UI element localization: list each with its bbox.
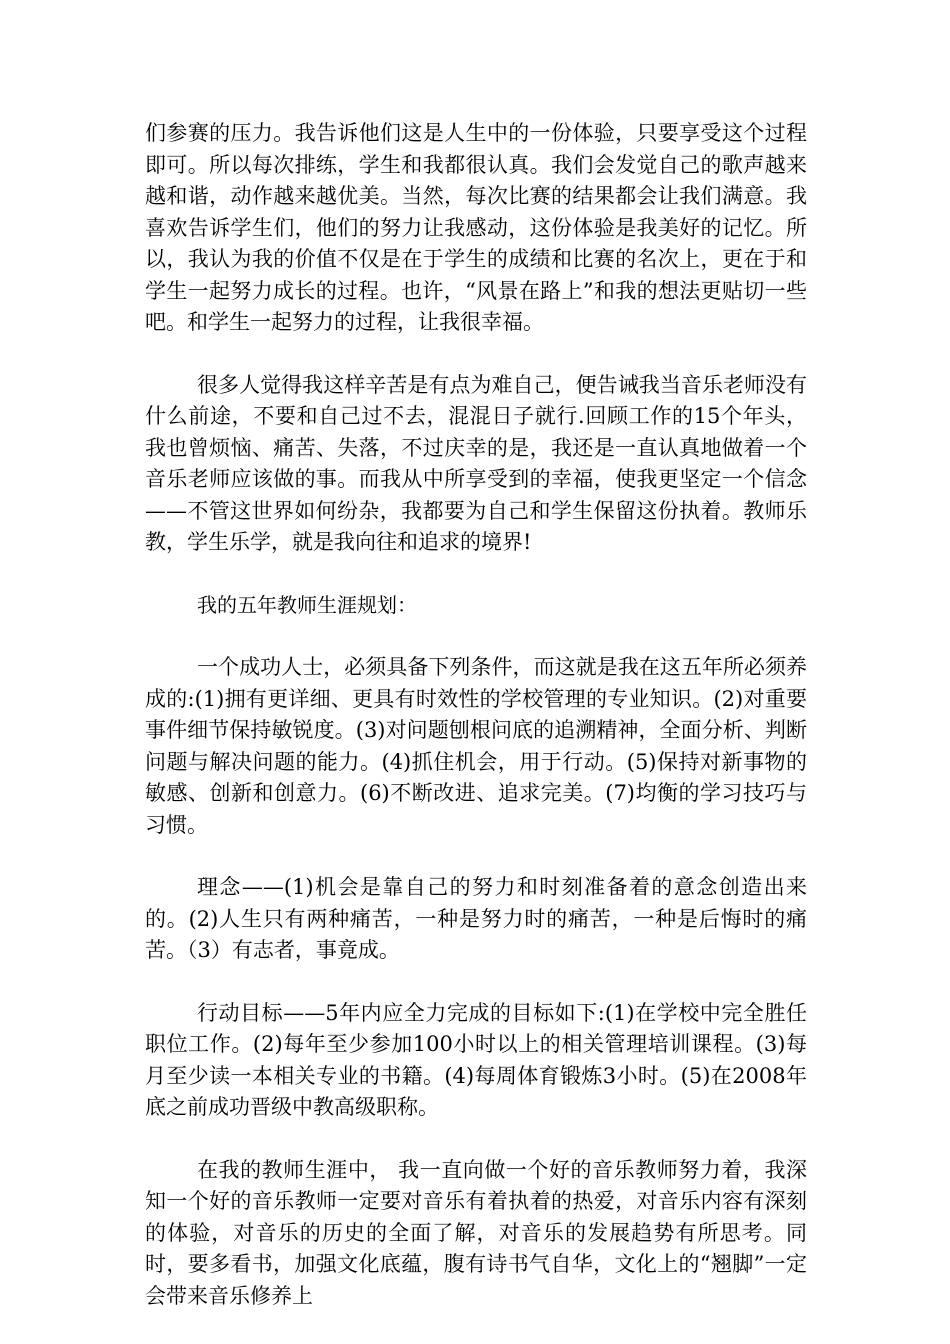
paragraph-1: 们参赛的压力。我告诉他们这是人生中的一份体验，只要享受这个过程即可。所以每次排练，学生和我都很认真。我们会发觉自己的歌声越来越和谐，动作越来越优美。当然，每次比赛的结果都会让我们满意。我喜欢告诉学生们，他们的努力让我感动，这份体验是我美好的记忆。所以，我认为我的价值不仅是在于学生的成绩和比赛的名次上，更在于和学生一起努力成长的过程。也许，“风景在路上”和我的想法更贴切一些吧。和学生一起努力的过程，让我很幸福。	[145, 121, 807, 334]
paragraph-2: 很多人觉得我这样辛苦是有点为难自己，便告诫我当音乐老师没有什么前途，不要和自己过不去，混混日子就行.回顾工作的15个年头，我也曾烦恼、痛苦、失落，不过庆幸的是，我还是一直认真地做着一个音乐老师应该做的事。而我从中所享受到的幸福，使我更坚定一个信念——不管这世界如何纷杂，我都要为自己和学生保留这份执着。教师乐教，学生乐学，就是我向往和追求的境界!	[145, 372, 807, 554]
paragraph-6: 在我的教师生涯中， 我一直向做一个好的音乐教师努力着，我深知一个好的音乐教师一定要对音乐有着执着的热爱，对音乐内容有深刻的体验，对音乐的历史的全面了解，对音乐的发展趋势有所思考。同时，要多看书，加强文化底蕴，腹有诗书气自华，文化上的“翘脚”一定会带来音乐修养上	[145, 1157, 807, 1308]
section-heading: 我的五年教师生涯规划：	[197, 592, 417, 617]
paragraph-5: 行动目标——5年内应全力完成的目标如下:(1)在学校中完全胜任职位工作。(2)每年至少参加100小时以上的相关管理培训课程。(3)每月至少读一本相关专业的书籍。(4)每周体育锻炼3小时。(5)在2008年底之前成功晋级中教高级职称。	[145, 1000, 807, 1119]
paragraph-4: 理念——(1)机会是靠自己的努力和时刻准备着的意念创造出来的。(2)人生只有两种痛苦，一种是努力时的痛苦，一种是后悔时的痛苦。（3）有志者，事竟成。	[145, 875, 807, 962]
paragraph-3: 一个成功人士，必须具备下列条件，而这就是我在这五年所必须养成的:(1)拥有更详细、更具有时效性的学校管理的专业知识。(2)对重要事件细节保持敏锐度。(3)对问题刨根问底的追溯精神，全面分析、判断问题与解决问题的能力。(4)抓住机会，用于行动。(5)保持对新事物的敏感、创新和创意力。(6)不断改进、追求完美。(7)均衡的学习技巧与习惯。	[145, 655, 807, 837]
document-page	[145, 118, 807, 1343]
